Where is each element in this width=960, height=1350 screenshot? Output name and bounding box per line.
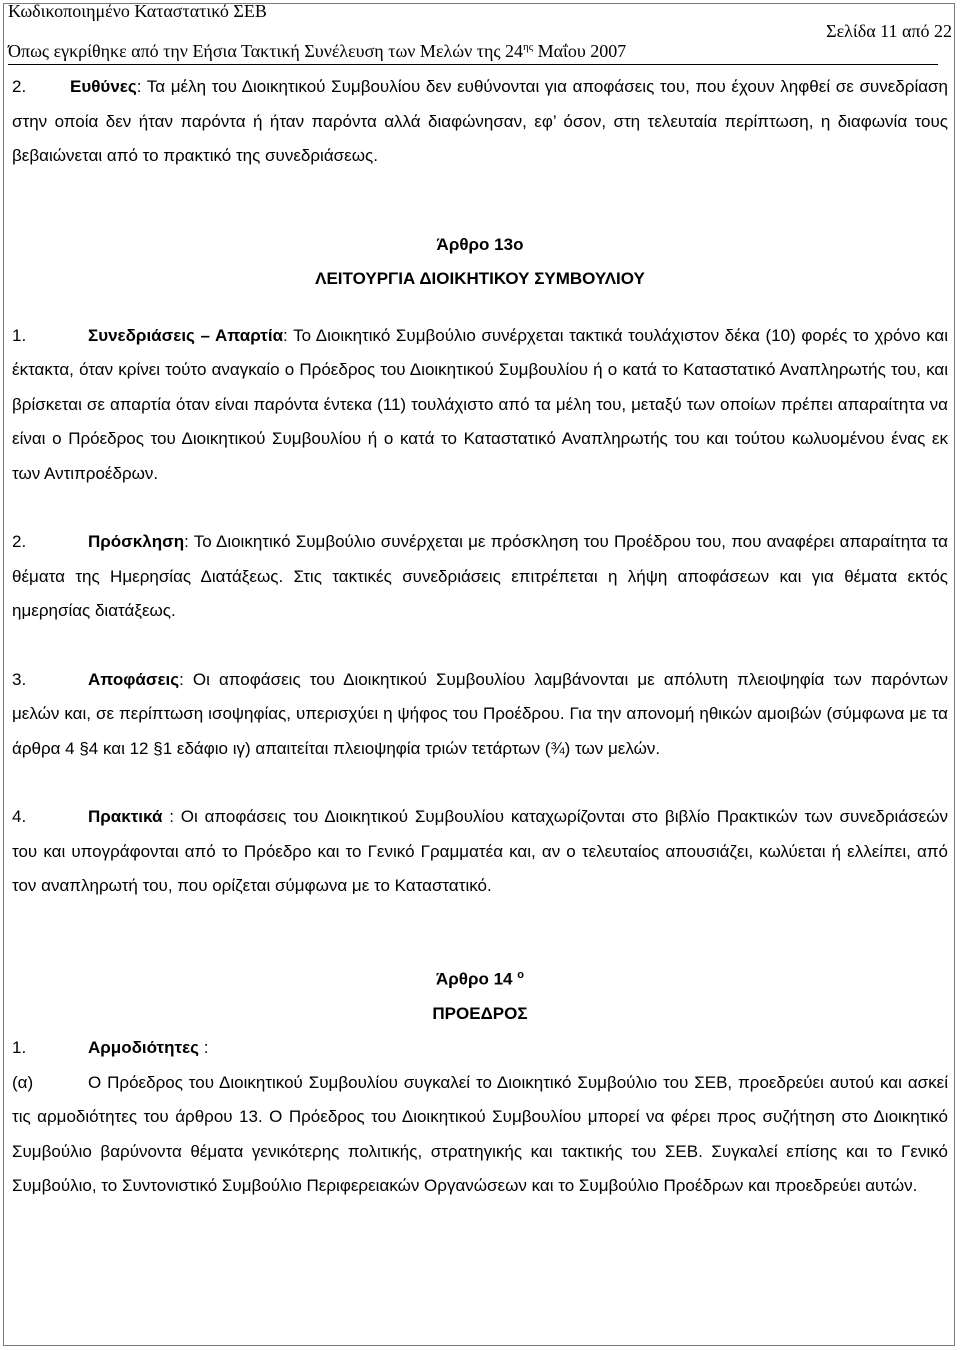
- article-14-title: [12, 958, 948, 997]
- section-number: 2.: [12, 77, 27, 96]
- document-body: [12, 70, 948, 1204]
- page-number: Σελίδα 11 από 22: [826, 21, 952, 41]
- section-number: 2.: [12, 532, 27, 551]
- section-text: : Το Διοικητικό Συμβούλιο συνέρχεται με πρόσκληση του Προέδρου του, που αναφέρει απαραίτητα τα θέματα της Ημερησίας Διατάξεως. Στις τακτικές συνεδριάσεις επιτρέπεται η λήψη αποφάσεων και για θέματα εκτός ημερησίας διατάξεως.: [12, 532, 948, 620]
- article-14-subtitle: ΠΡΟΕΔΡΟΣ: [432, 1003, 528, 1023]
- section-tail: :: [199, 1038, 209, 1058]
- section-number: 1.: [12, 1038, 27, 1058]
- article-14-title-sup: ο: [517, 968, 524, 981]
- section-heading: Αποφάσεις: [88, 669, 180, 689]
- section-heading: Συνεδριάσεις – Απαρτία: [88, 325, 284, 345]
- section-heading: Αρμοδιότητες: [88, 1038, 199, 1058]
- section-number: 4.: [12, 807, 27, 826]
- header-title: Κωδικοποιημένο Καταστατικό ΣΕΒ: [8, 1, 267, 21]
- paragraph-minutes: [12, 800, 948, 904]
- section-text: : Οι αποφάσεις του Διοικητικού Συμβουλίου λαμβάνονται με απόλυτη πλειοψηφία των παρόντων μελών και, σε περίπτωση ισοψηφίας, υπερισχύει η ψήφος του Προέδρου. Για την απονομή ηθικών αμοιβών (σύμφωνα με τα άρθρα 4 §4 και 12 §1 εδάφιο ιγ) απαιτείται πλειοψηφία τριών τετάρτων (¾) των μελών.: [12, 669, 948, 758]
- article-13-subtitle: ΛΕΙΤΟΥΡΓΙΑ ΔΙΟΙΚΗΤΙΚΟΥ ΣΥΜΒΟΥΛΙΟΥ: [315, 269, 645, 288]
- item-text: Ο Πρόεδρος του Διοικητικού Συμβουλίου συγκαλεί το Διοικητικό Συμβούλιο του ΣΕΒ, προεδρεύει αυτού και ασκεί τις αρμοδιότητες του άρθρου 13. Ο Πρόεδρος του Διοικητικού Συμβουλίου μπορεί να φέρει προς συζήτηση στο Διοικητικό Συμβούλιο βαρύνοντα θέματα γενικότερης πολιτικής, στρατηγικής και τακτικής του ΣΕΒ. Συγκαλεί επίσης και το Γενικό Συμβούλιο, το Συντονιστικό Συμβούλιο Περιφερειακών Οργανώσεων και το Συμβούλιο Προέδρων και προεδρεύει αυτών.: [12, 1072, 948, 1196]
- article-14-title-text: Άρθρο 14: [436, 969, 513, 989]
- section-number: 3.: [12, 669, 27, 689]
- paragraph-decisions: [12, 663, 948, 767]
- paragraph-invitation: [12, 525, 948, 629]
- section-heading: Πρόσκληση: [88, 532, 185, 551]
- header-subtitle: [8, 40, 938, 65]
- section-text: : Οι αποφάσεις του Διοικητικού Συμβουλίου καταχωρίζονται στο βιβλίο Πρακτικών των συνεδριάσεών του και υπογράφονται από το Πρόεδρο και το Γενικό Γραμματέα και, αν ο τελευταίος απουσιάζει, κωλύεται ή ελλείπει, από τον αναπληρωτή του, που ορίζεται σύμφωνα με το Καταστατικό.: [12, 807, 948, 895]
- header-subtitle-sup: ης: [523, 41, 534, 53]
- section-heading: Πρακτικά: [88, 807, 163, 826]
- paragraph-responsibilities: [12, 70, 948, 174]
- section-text: : Τα μέλη του Διοικητικού Συμβουλίου δεν ευθύνονται για αποφάσεις του, που έχουν ληφθεί σε συνεδρίαση στην οποία δεν ήταν παρόντα ή ήταν παρόντα αλλά διαφώνησαν, εφ’ όσον, στη τελευταία περίπτωση, η διαφωνία τους βεβαιώνεται από το πρακτικό της συνεδριάσεως.: [12, 77, 948, 165]
- paragraph-sessions-quorum: [12, 319, 948, 492]
- section-text: : Το Διοικητικό Συμβούλιο συνέρχεται τακτικά τουλάχιστον δέκα (10) φορές το χρόνο και έκτακτα, όταν κρίνει τούτο αναγκαίο ο Πρόεδρος του Διοικητικού Συμβουλίου ή ο κατά το Καταστατικό Αναπληρωτής του, και βρίσκεται σε απαρτία όταν είναι παρόντα έντεκα (11) τουλάχιστο από τα μέλη του, μεταξύ των οποίων πρέπει απαραίτητα να είναι ο Πρόεδρος του Διοικητικού Συμβουλίου ή ο κατά το Καταστατικό Αναπληρωτής του και τούτου κωλυομένου ένας εκ των Αντιπροέδρων.: [12, 325, 948, 483]
- paragraph-competences: [12, 1031, 948, 1066]
- item-label: (α): [12, 1072, 34, 1092]
- paragraph-competences-a: [12, 1066, 948, 1204]
- header-subtitle-post: Μαΐου 2007: [533, 41, 627, 61]
- header-subtitle-pre: Όπως εγκρίθηκε από την Εήσια Τακτική Συνέλευση των Μελών της 24: [8, 41, 523, 61]
- section-heading: Ευθύνες: [70, 77, 137, 96]
- section-number: 1.: [12, 325, 27, 345]
- article-13-title: Άρθρο 13ο: [436, 234, 524, 254]
